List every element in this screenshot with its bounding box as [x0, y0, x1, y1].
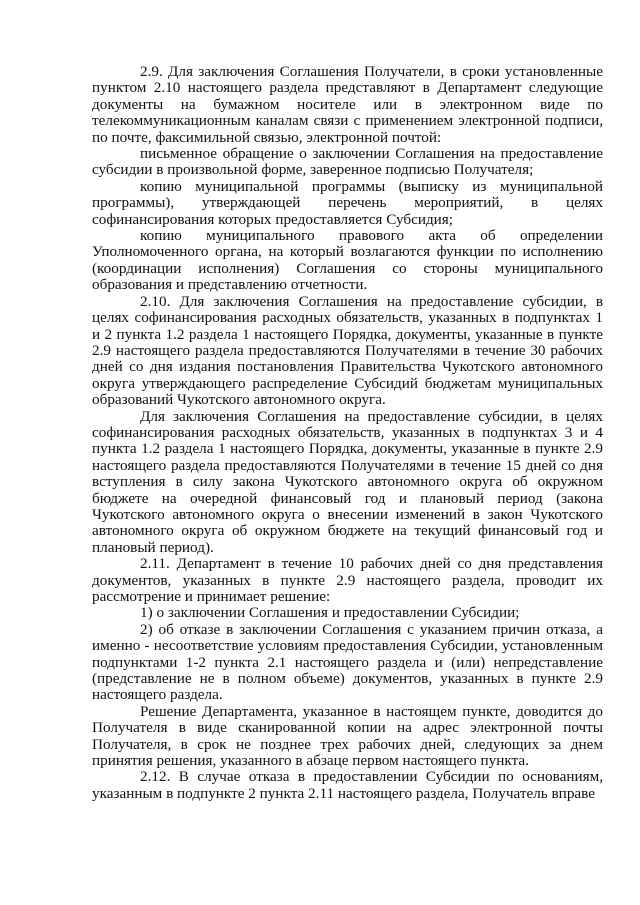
paragraph-list-item-legal-act-copy: копию муниципального правового акта об определении Уполномоченного органа, на который возлагаются функции по исполнению (координации исполнения) Соглашения со стороны муниципального образования и представлению отчетности.	[92, 227, 603, 294]
paragraph-2-11-decision: Решение Департамента, указанное в настоящем пункте, доводится до Получателя в виде сканированной копии на адрес электронной почты Получателя, в срок не позднее трех рабочих дней, следующих за днем принятия решения, указанного в абзаце первом настоящего пункта.	[92, 702, 603, 770]
paragraph-2-9: 2.9. Для заключения Соглашения Получатели, в сроки установленные пунктом 2.10 настоящего раздела представляют в Департамент следующие документы на бумажном носителе или в электронном виде по телекоммуникационным каналам связи с применением электронной подписи, по почте, факсимильной связью, электронной почтой:	[92, 63, 603, 146]
paragraph-2-12: 2.12. В случае отказа в предоставлении Субсидии по основаниям, указанным в подпункте 2 пункта 2.11 настоящего раздела, Получатель вправе	[92, 768, 603, 802]
document-page	[92, 64, 603, 802]
paragraph-2-10-second: Для заключения Соглашения на предоставление субсидии, в целях софинансирования расходных обязательств, указанных в подпунктах 3 и 4 пункта 1.2 раздела 1 настоящего Порядка, документы, указанные в пункте 2.9 настоящего раздела предоставляются Получателями в течение 15 дней со дня вступления в силу закона Чукотского автономного округа об окружном бюджете на очередной финансовый год и плановый период (закона Чукотского автономного округа о внесении изменений в закон Чукотского автономного округа об окружном бюджете на текущий финансовый год и плановый период).	[92, 407, 603, 556]
paragraph-2-11: 2.11. Департамент в течение 10 рабочих дней со дня представления документов, указанных в пункте 2.9 настоящего раздела, проводит их рассмотрение и принимает решение:	[92, 555, 603, 605]
paragraph-list-item-program-copy: копию муниципальной программы (выписку из муниципальной программы), утверждающей перечень мероприятий, в целях софинансирования которых предоставляется Субсидия;	[92, 177, 603, 228]
paragraph-2-10: 2.10. Для заключения Соглашения на предоставление субсидии, в целях софинансирования расходных обязательств, указанных в подпунктах 1 и 2 пункта 1.2 раздела 1 настоящего Порядка, документы, указанные в пункте 2.9 настоящего раздела предоставляются Получателями в течение 30 рабочих дней со дня издания постановления Правительства Чукотского автономного округа утверждающего распределение Субсидий бюджетам муниципальных образований Чукотского автономного округа.	[92, 292, 603, 409]
paragraph-2-11-item-2: 2) об отказе в заключении Соглашения с указанием причин отказа, а именно - несоответствие условиям предоставления Субсидии, установленным подпунктами 1-2 пункта 2.1 настоящего раздела и (или) непредставление (представление не в полном объеме) документов, указанных в пункте 2.9 настоящего раздела.	[92, 620, 603, 704]
paragraph-2-11-item-1: 1) о заключении Соглашения и предоставлении Субсидии;	[140, 604, 520, 622]
paragraph-list-item-application: письменное обращение о заключении Соглашения на предоставление субсидии в произвольной форме, заверенное подписью Получателя;	[92, 145, 603, 179]
